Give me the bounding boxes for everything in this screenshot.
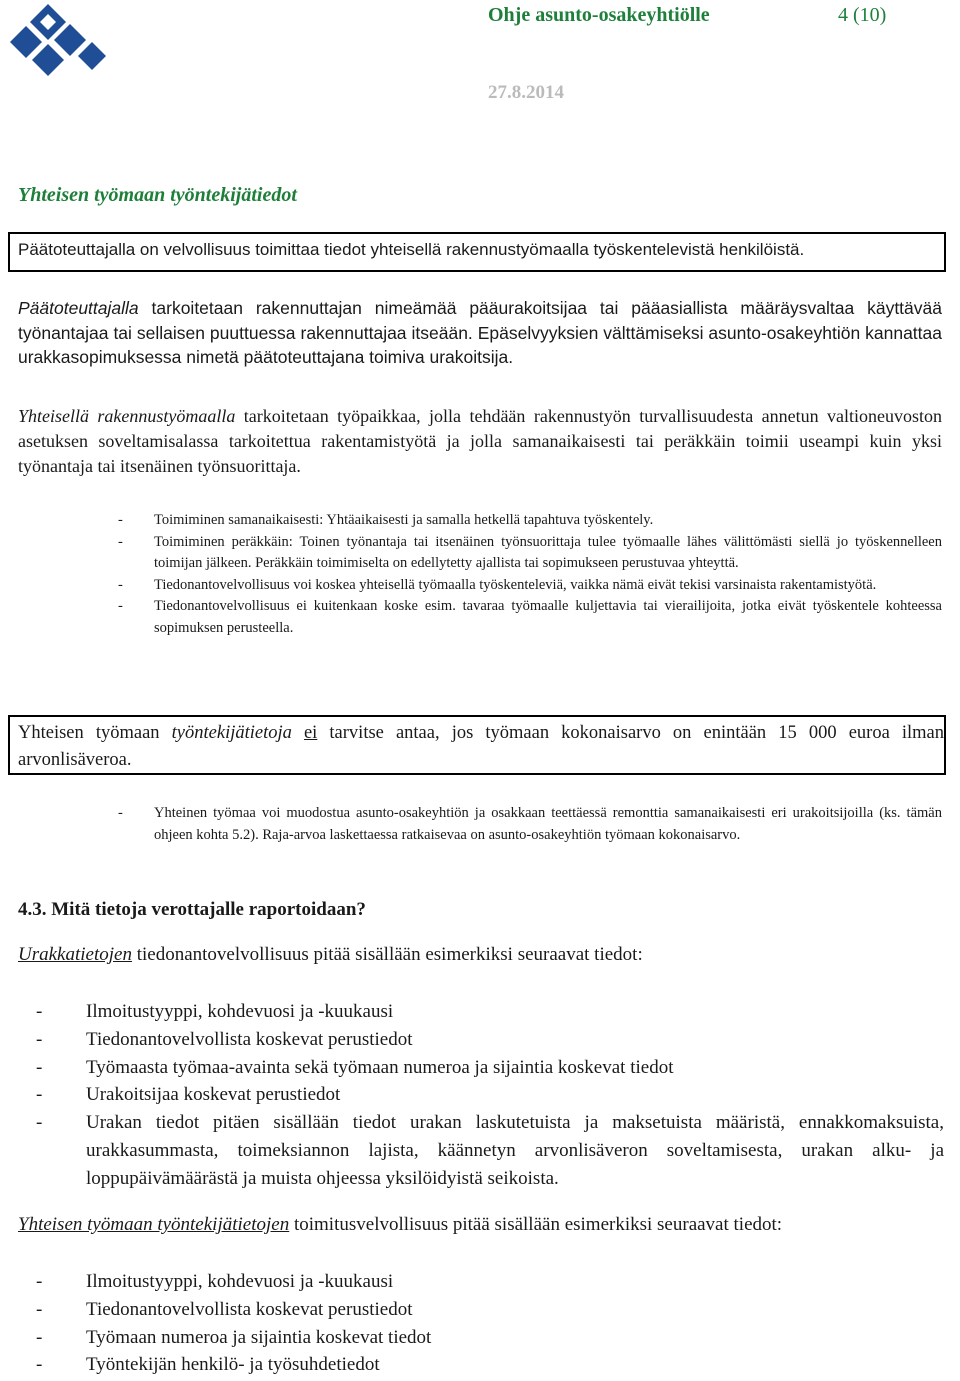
- section-heading: Yhteisen työmaan työntekijätiedot: [18, 184, 297, 206]
- dash-marker: -: [118, 533, 123, 550]
- list-item: [118, 596, 942, 639]
- dash-marker: -: [36, 1056, 43, 1078]
- page-number: 4 (10): [838, 4, 887, 26]
- paragraph-paatoteuttaja: [18, 296, 942, 370]
- dash-marker: -: [36, 1028, 43, 1050]
- list-item: [36, 1268, 944, 1296]
- dash-marker: -: [118, 512, 123, 528]
- list-item: [36, 1296, 944, 1324]
- list-item-text: Tiedonantovelvollista koskevat perustiedot: [86, 1298, 413, 1320]
- dash-marker: -: [36, 1084, 43, 1106]
- diamond-lattice-logo-icon: [10, 2, 108, 82]
- list-item-text: Työmaan numeroa ja sijaintia koskevat tiedot: [86, 1326, 432, 1348]
- dash-marker: -: [36, 1298, 43, 1320]
- dash-marker: -: [36, 1354, 43, 1376]
- term-paatoteuttaja: Päätoteuttajalla: [18, 298, 139, 318]
- list-item-text: Ilmoitustyyppi, kohdevuosi ja -kuukausi: [86, 1001, 394, 1022]
- paragraph-text: tarkoitetaan rakennuttajan nimeämää pääurakoitsijaa tai pääasiallista määräysvaltaa käyttävää työnantajaa tai sellaisen puuttuessa rakennuttajaa itseään. Epäselvyyksien välttämiseksi asunto-osakeyhtiön kannattaa urakkasopimuksessa nimetä päätoteuttajana toimiva urakoitsija.: [18, 298, 942, 367]
- dash-marker: -: [118, 805, 123, 821]
- notice-box-threshold: [8, 715, 946, 775]
- list-item-text: Työmaasta työmaa-avainta sekä työmaan numeroa ja sijaintia koskevat tiedot: [86, 1056, 674, 1078]
- paragraph-text: tarkoitetaan työpaikkaa, jolla tehdään rakennustyön turvallisuudesta annetun valtioneuvoston asetuksen soveltamisalassa tarkoitettua rakentamistyötä ja jolla samanaikaisesti tai peräkkäin toimii useampi kuin yksi työnantaja tai itsenäinen työnsuorittaja.: [18, 406, 942, 476]
- list-item: [36, 1109, 944, 1192]
- list-item: [36, 1351, 944, 1379]
- threshold-note-list: [118, 803, 942, 846]
- dash-marker: -: [36, 1326, 43, 1348]
- lead-tyontekijatiedot: [18, 1214, 782, 1236]
- list-item: [118, 532, 942, 575]
- dash-marker: -: [36, 1112, 43, 1134]
- list-item-text: Toimiminen samanaikaisesti: Yhtäaikaisesti ja samalla hetkellä tapahtuva työskentely.: [154, 512, 654, 528]
- notice-text: Päätoteuttajalla on velvollisuus toimittaa tiedot yhteisellä rakennustyömaalla työskentelevistä henkilöistä.: [18, 240, 805, 259]
- list-item: [36, 1081, 944, 1109]
- term-urakkatiedot: Urakkatietojen: [18, 944, 132, 965]
- notice-italic-term: työntekijätietoja: [171, 723, 292, 743]
- list-item: [118, 803, 942, 846]
- document-date: 27.8.2014: [488, 82, 564, 103]
- notice-text: Yhteisen työmaan: [18, 723, 172, 743]
- dash-marker: -: [118, 576, 123, 593]
- document-title: Ohje asunto-osakeyhtiölle: [488, 4, 710, 26]
- term-yhteinen-tyomaa: Yhteisellä rakennustyömaalla: [18, 406, 236, 426]
- lead-text: tiedonantovelvollisuus pitää sisällään esimerkiksi seuraavat tiedot:: [131, 944, 643, 965]
- list-item-text: Tiedonantovelvollista koskevat perustiedot: [86, 1028, 413, 1050]
- term-tyontekijatiedot: Yhteisen työmaan työntekijätietojen: [18, 1214, 290, 1235]
- tyontekijatiedot-list: [36, 1268, 944, 1379]
- lead-urakkatiedot: [18, 944, 643, 966]
- paragraph-yhteinen-tyomaa: [18, 404, 942, 479]
- notice-underline-term: ei: [303, 723, 318, 743]
- lead-text: toimitusvelvollisuus pitää sisällään esimerkiksi seuraavat tiedot:: [289, 1214, 783, 1235]
- dash-marker: -: [36, 1001, 43, 1022]
- list-item-text: Tiedonantovelvollisuus voi koskea yhteisellä työmaalla työskenteleviä, vaikka nämä eivät tekisi varsinaista rakentamistyötä.: [154, 576, 877, 593]
- list-item-text: Yhteinen työmaa voi muodostua asunto-osakeyhtiön ja osakkaan teettäessä remonttia samanaikaisesti eri urakoitsijoilla (ks. tämän ohjeen kohta 5.2). Raja-arvoa laskettaessa ratkaisevaa on asunto-osakeyhtiön työmaan kokonaisarvo.: [154, 805, 942, 843]
- dash-marker: -: [118, 598, 123, 614]
- definition-list: [118, 510, 942, 639]
- urakkatiedot-list: [36, 998, 944, 1193]
- list-item-text: Toimiminen peräkkäin: Toinen työnantaja tai itsenäinen työnsuorittaja tulee työmaalle lähes välittömästi siellä jo työskennelleen toimijan jälkeen. Peräkkäin toimimiselta on edellytetty ajallista tai sopimukseen perustuvaa yhteyttä.: [154, 533, 942, 571]
- list-item-text: Urakoitsijaa koskevat perustiedot: [86, 1084, 341, 1106]
- list-item-text: Tiedonantovelvollisuus ei kuitenkaan koske esim. tavaraa työmaalle kuljettavia tai vierailijoita, jotka eivät työskentele kohteessa sopimuksen perusteella.: [154, 598, 942, 636]
- list-item-text: Urakan tiedot pitäen sisällään tiedot urakan laskutetuista ja maksetuista määristä, ennakkomaksuista, urakkasummasta, toimeksiannon lajista, käännetyn arvonlisäveron soveltamisesta, urakan alku- ja loppupäivämäärästä ja muista ohjeessa yksilöidyistä seikoista.: [86, 1112, 944, 1189]
- list-item: [36, 1026, 944, 1054]
- list-item: [118, 510, 942, 532]
- notice-text-end: tarvitse antaa, jos työmaan kokonaisarvo on enintään 15 000 euroa ilman arvonlisäveroa.: [18, 723, 945, 770]
- subsection-heading: 4.3. Mitä tietoja verottajalle raportoidaan?: [18, 899, 366, 920]
- list-item-text: Työntekijän henkilö- ja työsuhdetiedot: [86, 1354, 380, 1376]
- notice-box-obligation: [8, 232, 946, 272]
- list-item: [36, 1054, 944, 1082]
- list-item: [36, 1324, 944, 1352]
- dash-marker: -: [36, 1271, 43, 1292]
- notice-space: [292, 723, 304, 743]
- list-item: [118, 575, 942, 597]
- list-item: [36, 998, 944, 1026]
- list-item-text: Ilmoitustyyppi, kohdevuosi ja -kuukausi: [86, 1271, 394, 1292]
